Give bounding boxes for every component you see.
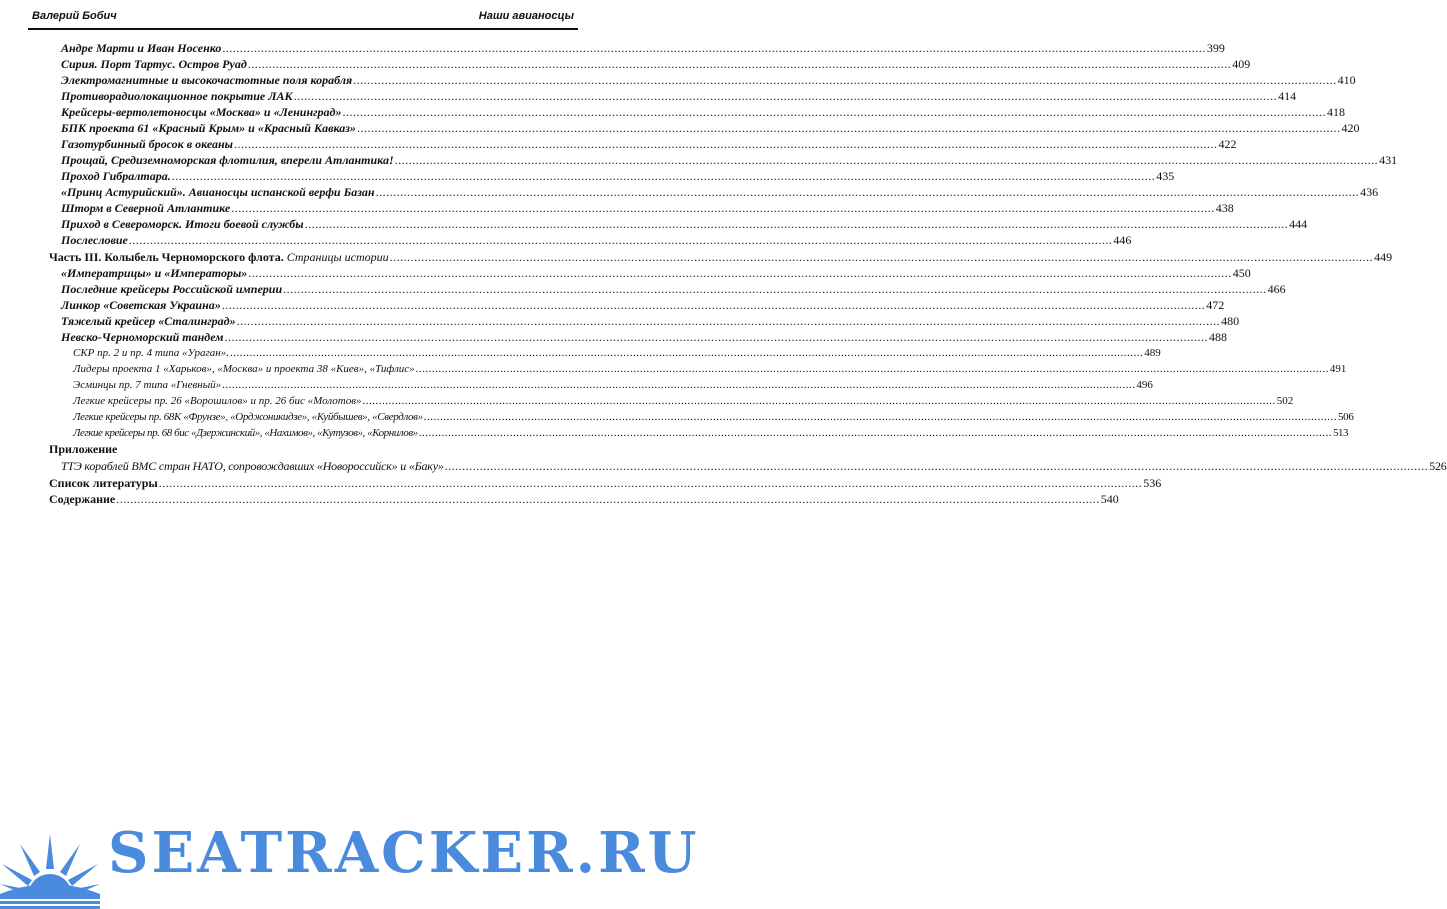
- header-author: Валерий Бобич: [32, 10, 117, 22]
- toc-entry: Невско-Черноморский тандем ..... 488: [61, 330, 557, 344]
- toc-entry: Электромагнитные и высокочастотные поля корабля ..... 410: [61, 73, 557, 87]
- toc-entry: Тяжелый крейсер «Сталинград» ..... 480: [61, 314, 557, 328]
- toc-entry: Противорадиолокационное покрытие ЛАК ..... 414: [61, 89, 557, 103]
- toc-subentry: Эсминцы пр. 7 типа «Гневный» ..... 496: [73, 378, 557, 392]
- toc-entry: Послесловие ..... 446: [61, 233, 557, 247]
- header-book-title: Наши авианосцы: [478, 10, 574, 22]
- toc-entry: Крейсеры-вертолетоносцы «Москва» и «Ленинград» ..... 418: [61, 105, 557, 119]
- toc-entry: Андре Марти и Иван Носенко ..... 399: [61, 41, 557, 55]
- toc-entry: Список литературы ..... 536: [49, 476, 557, 490]
- toc-subentry: Легкие крейсеры пр. 26 «Ворошилов» и пр. 26 бис «Молотов» ..... 502: [73, 394, 557, 408]
- toc-entry: Сирия. Порт Тартус. Остров Руад ..... 409: [61, 57, 557, 71]
- toc-subentry: Лидеры проекта 1 «Харьков», «Москва» и проекта 38 «Киев», «Тифлис» ..... 491: [73, 362, 557, 376]
- toc-entry: Прощай, Средиземноморская флотилия, вперели Атлантика! ..... 431: [61, 153, 557, 167]
- toc-entry: Шторм в Северной Атлантике ..... 438: [61, 201, 557, 215]
- toc-entry: «Принц Астурийский». Авианосцы испанской верфи Базан ..... 436: [61, 185, 557, 199]
- toc-entry: БПК проекта 61 «Красный Крым» и «Красный Кавказ» ..... 420: [61, 121, 557, 135]
- watermark-text: SEATRACKER.RU: [108, 820, 700, 886]
- appendix-heading: Приложение: [49, 442, 118, 456]
- toc-subentry: СКР пр. 2 и пр. 4 типа «Ураган». ..... 489: [73, 346, 557, 360]
- toc-entry: Содержание ..... 540: [49, 492, 557, 506]
- running-header: [28, 10, 578, 24]
- toc-subentry: Легкие крейсеры пр. 68К «Фрунзе», «Орджоникидзе», «Куйбышев», «Свердлов» ..... 506: [73, 410, 557, 424]
- toc-entry: Линкор «Советская Украина» ..... 472: [61, 298, 557, 312]
- toc-entry: Проход Гибралтара. ..... 435: [61, 169, 557, 183]
- toc-entry: Газотурбинный бросок в океаны ..... 422: [61, 137, 557, 151]
- toc-entry: Приход в Североморск. Итоги боевой службы ..... 444: [61, 217, 557, 231]
- toc-subentry: Легкие крейсеры пр. 68 бис «Дзержинский», «Нахимов», «Кутузов», «Корнилов» ..... 513: [73, 426, 557, 440]
- toc-entry: «Императрицы» и «Императоры» ..... 450: [61, 266, 557, 280]
- header-rule: [28, 28, 578, 30]
- toc-part-heading: Часть III. Колыбель Черноморского флота. Страницы истории ..... 449: [49, 250, 557, 264]
- toc-entry: ТТЭ кораблей ВМС стран НАТО, сопровождавших «Новороссийск» и «Баку» ..... 526: [61, 459, 557, 473]
- toc-entry: Последние крейсеры Российской империи ..... 466: [61, 282, 557, 296]
